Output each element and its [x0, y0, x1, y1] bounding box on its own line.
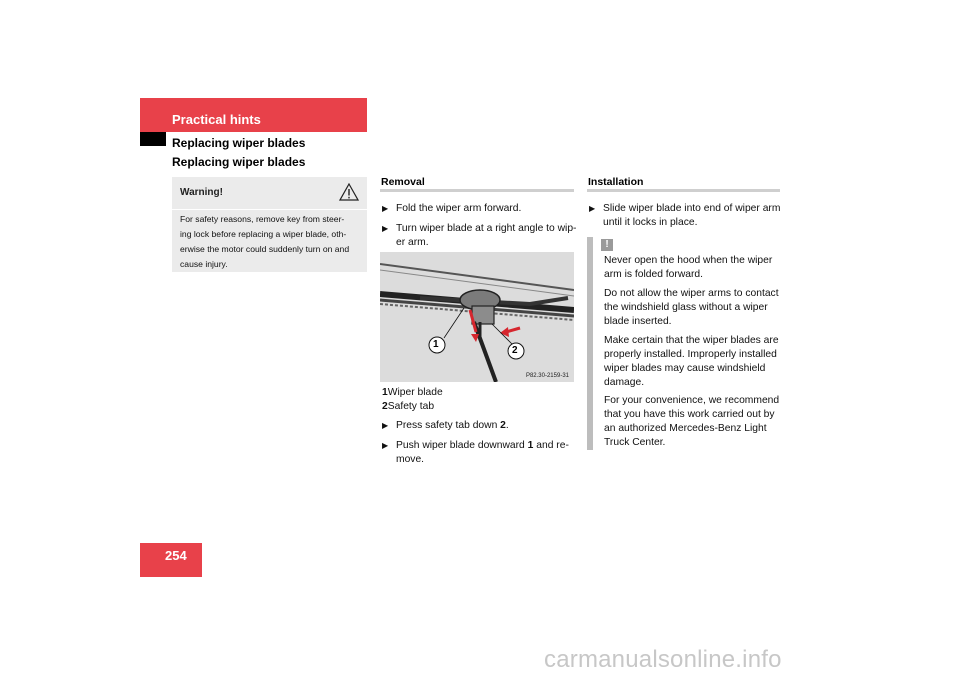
note-paragraph: Never open the hood when the wiper arm is folded forward. — [604, 255, 773, 280]
step-bullet-icon: ▶ — [382, 421, 389, 430]
watermark: carmanualsonline.info — [544, 646, 782, 673]
warning-label: Warning! — [180, 187, 223, 198]
callout-1: 1 — [433, 339, 439, 350]
legend-item: 1Wiper blade — [382, 387, 443, 398]
page-title: Replacing wiper blades — [172, 155, 306, 169]
subsection-title: Replacing wiper blades — [172, 136, 306, 150]
note-paragraph: Make certain that the wiper blades are properly installed. Improperly installed wiper blades may cause windshield damage. — [604, 335, 779, 388]
removal-step: ▶ Turn wiper blade at a right angle to wip- er arm. — [382, 223, 577, 248]
removal-rule — [380, 189, 574, 192]
warning-line: ing lock before replacing a wiper blade, oth- — [180, 229, 347, 239]
step-bullet-icon: ▶ — [382, 204, 389, 213]
warning-text — [180, 212, 362, 272]
note-exclamation-icon: ! — [601, 239, 613, 251]
note-sidebar — [587, 237, 593, 450]
warning-triangle-icon — [339, 183, 359, 201]
warning-line: cause injury. — [180, 259, 228, 269]
callout-2: 2 — [512, 345, 518, 356]
installation-rule — [587, 189, 780, 192]
figure-code: P82.30-2159-31 — [525, 373, 569, 379]
note-paragraph: Do not allow the wiper arms to contact the windshield glass without a wiper blade inserted. — [604, 288, 779, 327]
warning-line: For safety reasons, remove key from steer- — [180, 214, 345, 224]
page-number: 254 — [165, 548, 187, 563]
removal-step: ▶ Push wiper blade downward 1 and re- move. — [382, 440, 569, 465]
installation-step: ▶ Slide wiper blade into end of wiper arm until it locks in place. — [589, 203, 781, 228]
wiper-illustration — [380, 252, 574, 382]
step-bullet-icon: ▶ — [382, 441, 389, 450]
section-title: Practical hints — [172, 112, 261, 127]
removal-heading: Removal — [381, 176, 425, 188]
step-bullet-icon: ▶ — [589, 204, 596, 213]
legend-item: 2Safety tab — [382, 401, 435, 412]
step-bullet-icon: ▶ — [382, 224, 389, 233]
removal-step: ▶ Fold the wiper arm forward. — [382, 203, 522, 214]
wiper-blade-figure — [380, 252, 574, 382]
installation-heading: Installation — [588, 176, 644, 188]
note-paragraph: For your convenience, we recommend that you have this work carried out by an authorized Mercedes-Benz Light Truck Center. — [604, 395, 780, 448]
removal-step: ▶ Press safety tab down 2. — [382, 420, 509, 431]
warning-line: erwise the motor could suddenly turn on and — [180, 244, 350, 254]
section-marker — [140, 132, 166, 146]
figure-legend — [382, 386, 443, 414]
